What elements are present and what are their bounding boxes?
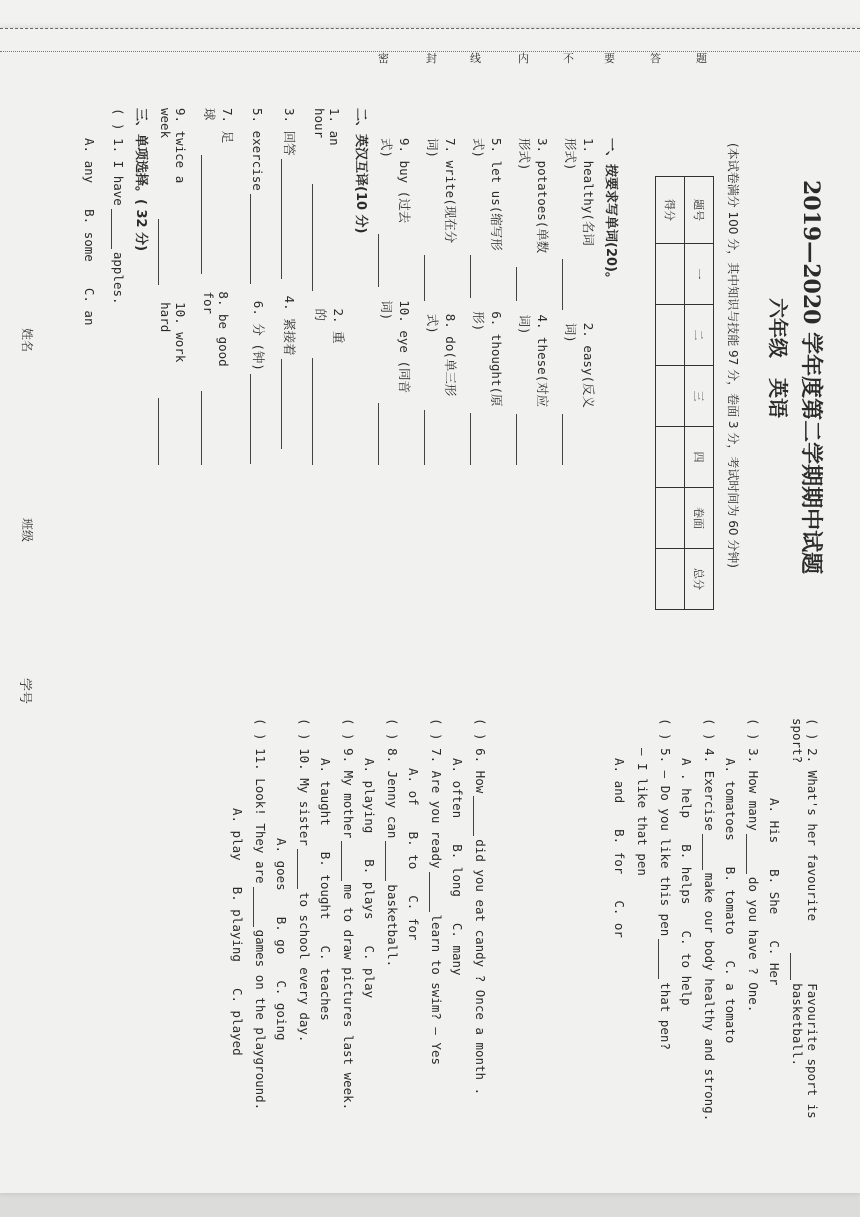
seal-word: 要 <box>604 52 615 65</box>
option: B. long <box>450 844 465 897</box>
option: B. to <box>406 831 421 870</box>
list-item: 7. 足球 8. be good for <box>201 108 237 468</box>
option: A. of <box>406 768 421 806</box>
rotated-page <box>0 28 860 1193</box>
list-item: 9. twice a week 10. work hard <box>158 108 188 468</box>
section2-list <box>158 108 348 468</box>
score-cell: 三 <box>685 366 714 427</box>
option: A. goes <box>274 838 289 891</box>
score-cell: 得分 <box>656 177 685 244</box>
question-stem: ( ) 5. – Do you like this pen <box>658 718 673 937</box>
question-5 <box>612 718 673 1188</box>
question-stem: ( ) 1. I have <box>111 108 126 206</box>
question-stem: ( ) 10. My sister <box>297 718 312 846</box>
score-cell <box>656 244 685 305</box>
question-tail: to school every day. <box>297 891 312 1043</box>
option: C. an <box>82 287 97 326</box>
seal-word: 密 <box>378 52 389 65</box>
seal-word: 线 <box>470 52 481 65</box>
option: A. taught <box>318 758 333 826</box>
id-label: 学号 <box>17 678 32 705</box>
question-stem: ( ) 4. Exercise <box>702 718 717 831</box>
list-item: 1. an hour 2. 重的 <box>312 108 348 468</box>
option: B. She <box>767 869 782 915</box>
score-cell: 一 <box>685 244 714 305</box>
option: C. many <box>450 922 465 976</box>
seal-word: 答 <box>650 52 661 65</box>
option: B. go <box>274 916 289 955</box>
question-2 <box>767 718 820 1188</box>
exam-subtitle: 六年级 英语 <box>766 298 790 418</box>
score-cell: 四 <box>685 427 714 488</box>
section1-heading: 一、按要求写单词(20)。 <box>603 138 618 285</box>
option: C. Her <box>767 940 782 986</box>
option: A. tomatoes <box>723 758 738 841</box>
question-tail: that pen? <box>658 982 673 1050</box>
list-item: 3. potatoes(单数形式) 4. these(对应词) <box>516 138 552 468</box>
section2-heading: 二、英汉互译(10 分) <box>353 108 368 234</box>
list-item: 5. let us(缩写形式) 6. thought(原形) <box>470 138 506 468</box>
question-6 <box>450 718 488 1188</box>
score-table <box>655 176 714 610</box>
section1-list <box>378 138 598 468</box>
name-label: 姓名 <box>20 328 34 353</box>
option: C. a tomato <box>723 960 738 1044</box>
option: B. for <box>612 829 627 875</box>
option: C. play <box>362 945 377 999</box>
question-10 <box>274 718 312 1188</box>
option: C. for <box>406 895 421 941</box>
exam-title: 2019—2020 学年度第二学期期中试题 <box>798 180 824 575</box>
seal-word: 不 <box>563 52 574 65</box>
score-header-row <box>685 177 714 610</box>
exam-paper <box>0 28 860 1193</box>
list-item: 5. exercise 6. 分 (钟) <box>250 108 268 468</box>
list-item: 9. buy (过去式) 10. eye (同音词) <box>378 138 414 468</box>
question-8 <box>362 718 400 1188</box>
question-stem: ( ) 7. Are you ready <box>429 718 444 869</box>
option: A. play <box>230 808 245 861</box>
list-item: 7. write(现在分词) 8. do(单三形式) <box>424 138 460 468</box>
score-cell: 题号 <box>685 177 714 244</box>
option: C. played <box>230 987 245 1056</box>
section3-heading: 三、单项选择。( 32 分) <box>133 108 148 252</box>
option: A. any <box>82 138 97 184</box>
score-cell <box>656 549 685 610</box>
seal-word: 封 <box>426 52 437 65</box>
question-tail: me to draw pictures last week. <box>341 884 356 1111</box>
class-label: 班级 <box>20 518 34 543</box>
score-cell <box>656 366 685 427</box>
question-4 <box>679 718 717 1188</box>
question-tail: do you have ? One. <box>746 876 761 1013</box>
question-tail: Favourite sport is basketball. <box>790 983 820 1119</box>
question-stem: ( ) 3. How many <box>746 718 761 831</box>
option: A. His <box>767 798 782 844</box>
option: C. teaches <box>318 945 333 1021</box>
score-cell <box>656 427 685 488</box>
score-cell <box>656 305 685 366</box>
option: A . help <box>679 758 694 819</box>
seal-word: 内 <box>518 52 529 65</box>
question-9 <box>318 718 356 1188</box>
score-cell: 总分 <box>685 549 714 610</box>
score-cell <box>656 488 685 549</box>
option: A. and <box>612 758 627 804</box>
question-tail: apples. <box>111 251 126 305</box>
seal-words <box>0 50 860 68</box>
seal-word: 题 <box>696 52 707 65</box>
question-stem: ( ) 6. How <box>473 718 488 794</box>
list-item: 3. 回答 4. 紧接着 <box>281 108 299 468</box>
question-stem: ( ) 8. Jenny can <box>385 718 400 839</box>
question-stem: ( ) 2. What's her favourite sport? <box>790 718 820 922</box>
list-item: 1. healthy(名词形式) 2. easy(反义词) <box>562 138 598 468</box>
question-3 <box>723 718 761 1188</box>
option: B. helps <box>679 844 694 905</box>
question-tail: did you eat candy ? Once a month . <box>473 839 488 1096</box>
question-list-right <box>612 718 820 1188</box>
question-7 <box>406 718 444 1188</box>
option: A. playing <box>362 758 377 834</box>
option: B. tomato <box>723 866 738 935</box>
option: C. going <box>274 980 289 1041</box>
question-tail: basketball. <box>385 884 400 968</box>
question-tail: games on the playground. <box>253 929 268 1111</box>
question-extra: – I like that pen <box>635 748 650 876</box>
question-1 <box>82 108 126 351</box>
option: B. plays <box>362 859 377 920</box>
question-stem: ( ) 9. My mother <box>341 718 356 839</box>
option: C. to help <box>679 930 694 1006</box>
option: B. playing <box>230 886 245 962</box>
question-tail: make our body healthy and strong. <box>702 872 717 1122</box>
question-tail: learn to swim? – Yes <box>429 914 444 1066</box>
score-cell: 卷面 <box>685 488 714 549</box>
option: B. some <box>82 209 97 262</box>
option: C. or <box>612 900 627 938</box>
question-stem: ( ) 11. Look! They are <box>253 718 268 884</box>
exam-note: (本试卷满分 100 分，其中知识与技能 97 分，卷面 3 分，考试时间为 60 分钟) <box>726 143 740 568</box>
student-info-line <box>2 28 42 1193</box>
score-value-row <box>656 177 685 610</box>
question-list-right-lower <box>230 718 488 1188</box>
option: A. often <box>450 758 465 819</box>
score-cell: 二 <box>685 305 714 366</box>
option: B. tought <box>318 851 333 920</box>
question-11 <box>230 718 268 1188</box>
